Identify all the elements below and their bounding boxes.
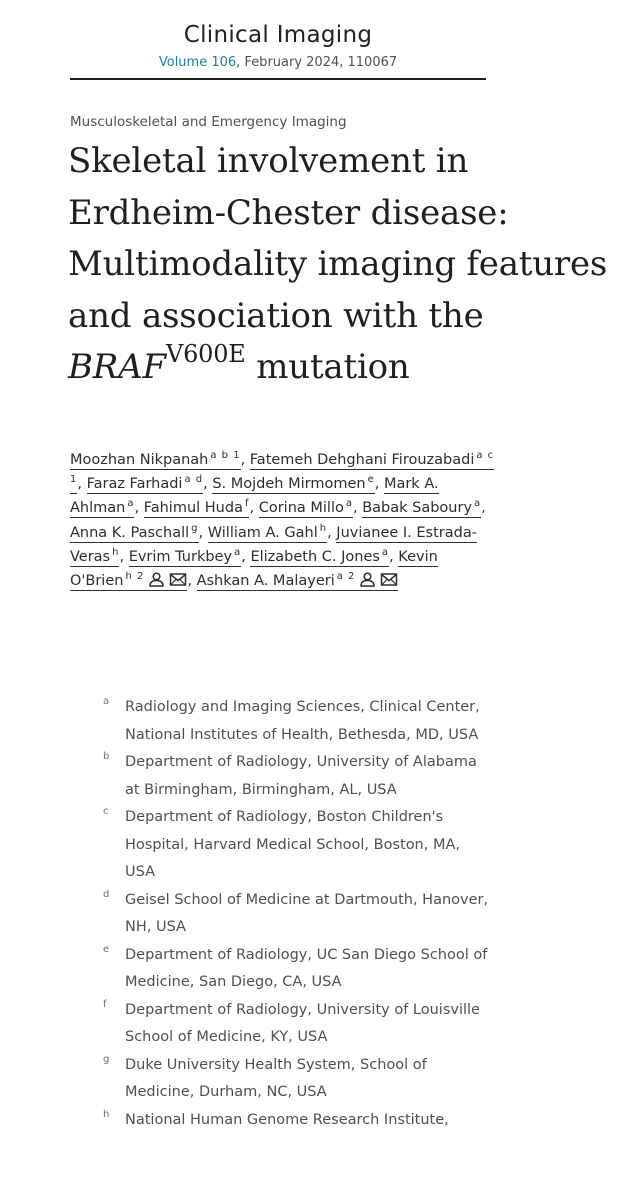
journal-header [70, 18, 486, 74]
affiliation-letter: e [103, 943, 110, 955]
affiliation-item [70, 804, 490, 887]
title-end: mutation [245, 347, 410, 387]
author-separator: , [327, 524, 337, 541]
person-icon[interactable] [359, 572, 376, 587]
author-separator: , [203, 476, 213, 493]
author-name: S. Mojdeh Mirmomen [212, 476, 366, 493]
affiliation-letter: b [103, 751, 110, 762]
author-affiliation-marks: e [367, 474, 375, 486]
affiliation-text: Radiology and Imaging Sciences, Clinical Center, National Institutes of Health, Bethesda, MD, USA [125, 699, 480, 743]
author-affiliation-marks: a [381, 546, 390, 558]
author-link[interactable] [87, 476, 204, 494]
affiliation-text: Department of Radiology, University of Alabama at Birmingham, Birmingham, AL, USA [125, 754, 477, 798]
author-separator: , [374, 476, 384, 493]
author-affiliation-marks: f [244, 498, 250, 510]
author-link[interactable] [362, 500, 481, 518]
author-name: Mark A. Ahlman [70, 476, 439, 517]
author-separator: , [198, 524, 208, 541]
author-name: Babak Saboury [362, 500, 473, 517]
journal-issue-info [70, 52, 486, 74]
affiliation-item [70, 942, 490, 997]
author-affiliation-marks: a [234, 546, 242, 558]
author-name: Anna K. Paschall [70, 524, 190, 541]
author-name: Moozhan Nikpanah [70, 452, 209, 468]
affiliation-letter: h [103, 1108, 110, 1120]
author-affiliation-marks: a [127, 498, 135, 510]
author-name: Kevin O'Brien [70, 548, 438, 590]
author-affiliation-marks: g [191, 522, 199, 534]
title-main: Skeletal involvement in Erdheim-Chester disease: Multimodality imaging features and association with the [68, 141, 608, 336]
title-gene: BRAF [68, 347, 166, 387]
author-separator: , [240, 452, 250, 468]
affiliation-list [70, 694, 490, 1134]
author-name: Juvianee I. Estrada-Veras [70, 524, 477, 565]
author-link[interactable] [259, 500, 353, 518]
author-link[interactable] [70, 452, 241, 470]
article-section: Musculoskeletal and Emergency Imaging [70, 114, 347, 130]
affiliation-item [70, 1107, 490, 1135]
author-affiliation-marks: h 2 [125, 571, 145, 583]
author-affiliation-marks: h [112, 546, 120, 558]
author-separator: , [389, 548, 399, 565]
header-divider [70, 78, 486, 80]
affiliation-text: Department of Radiology, Boston Children's Hospital, Harvard Medical School, Boston, MA, USA [125, 809, 461, 880]
author-name: Elizabeth C. Jones [250, 548, 380, 565]
affiliation-letter: g [103, 1053, 110, 1065]
author-list [70, 448, 500, 593]
author-affiliation-marks: h [319, 522, 328, 534]
envelope-icon[interactable] [380, 572, 398, 587]
author-link[interactable] [207, 522, 328, 543]
author-separator: , [77, 476, 87, 493]
author-link[interactable] [212, 476, 374, 494]
affiliation-item [70, 1052, 490, 1107]
author-separator: , [249, 500, 259, 517]
issue-date: , February 2024, 110067 [236, 55, 398, 70]
author-affiliation-marks: a b 1 [210, 450, 241, 461]
author-link[interactable] [128, 546, 242, 567]
author-link[interactable] [144, 500, 250, 518]
affiliation-item [70, 749, 490, 804]
author-affiliation-marks: a 2 [336, 571, 356, 583]
author-link[interactable] [197, 573, 399, 591]
volume-link[interactable]: Volume 106 [158, 55, 237, 70]
affiliation-item [70, 997, 490, 1052]
author-affiliation-marks: a c 1 [70, 450, 495, 486]
author-separator: , [187, 573, 197, 590]
envelope-icon[interactable] [169, 572, 187, 587]
author-affiliation-marks: a [345, 498, 353, 510]
author-name: Ashkan A. Malayeri [196, 573, 335, 590]
author-name: Evrim Turkbey [128, 548, 233, 565]
author-separator: , [481, 500, 486, 517]
author-name: Faraz Farhadi [86, 476, 183, 493]
affiliation-text: Department of Radiology, University of Louisville School of Medicine, KY, USA [125, 1001, 480, 1045]
affiliation-letter: d [103, 888, 110, 900]
title-gene-variant: V600E [165, 339, 246, 368]
article-title [68, 136, 608, 394]
author-link[interactable] [250, 546, 390, 567]
author-separator: , [119, 548, 129, 565]
affiliation-text: National Human Genome Research Institute, [125, 1111, 449, 1128]
author-affiliation-marks: a d [184, 474, 204, 486]
author-link[interactable] [70, 522, 199, 543]
affiliation-item [70, 887, 490, 942]
author-separator: , [352, 500, 363, 517]
author-affiliation-marks: a [474, 498, 482, 510]
author-name: Fahimul Huda [143, 500, 243, 517]
author-separator: , [241, 548, 251, 565]
affiliation-letter: f [103, 998, 107, 1010]
affiliation-letter: a [103, 696, 110, 707]
author-name: William A. Gahl [207, 524, 318, 541]
author-name: Corina Millo [258, 500, 344, 517]
author-separator: , [134, 500, 144, 517]
affiliation-letter: c [103, 806, 109, 817]
journal-title[interactable]: Clinical Imaging [183, 22, 373, 48]
affiliation-text: Department of Radiology, UC San Diego School of Medicine, San Diego, CA, USA [125, 946, 488, 990]
affiliation-text: Geisel School of Medicine at Dartmouth, Hanover, NH, USA [125, 891, 489, 935]
author-name: Fatemeh Dehghani Firouzabadi [249, 452, 475, 468]
person-icon[interactable] [148, 572, 165, 587]
affiliation-item [70, 694, 490, 749]
affiliation-text: Duke University Health System, School of Medicine, Durham, NC, USA [125, 1056, 427, 1100]
